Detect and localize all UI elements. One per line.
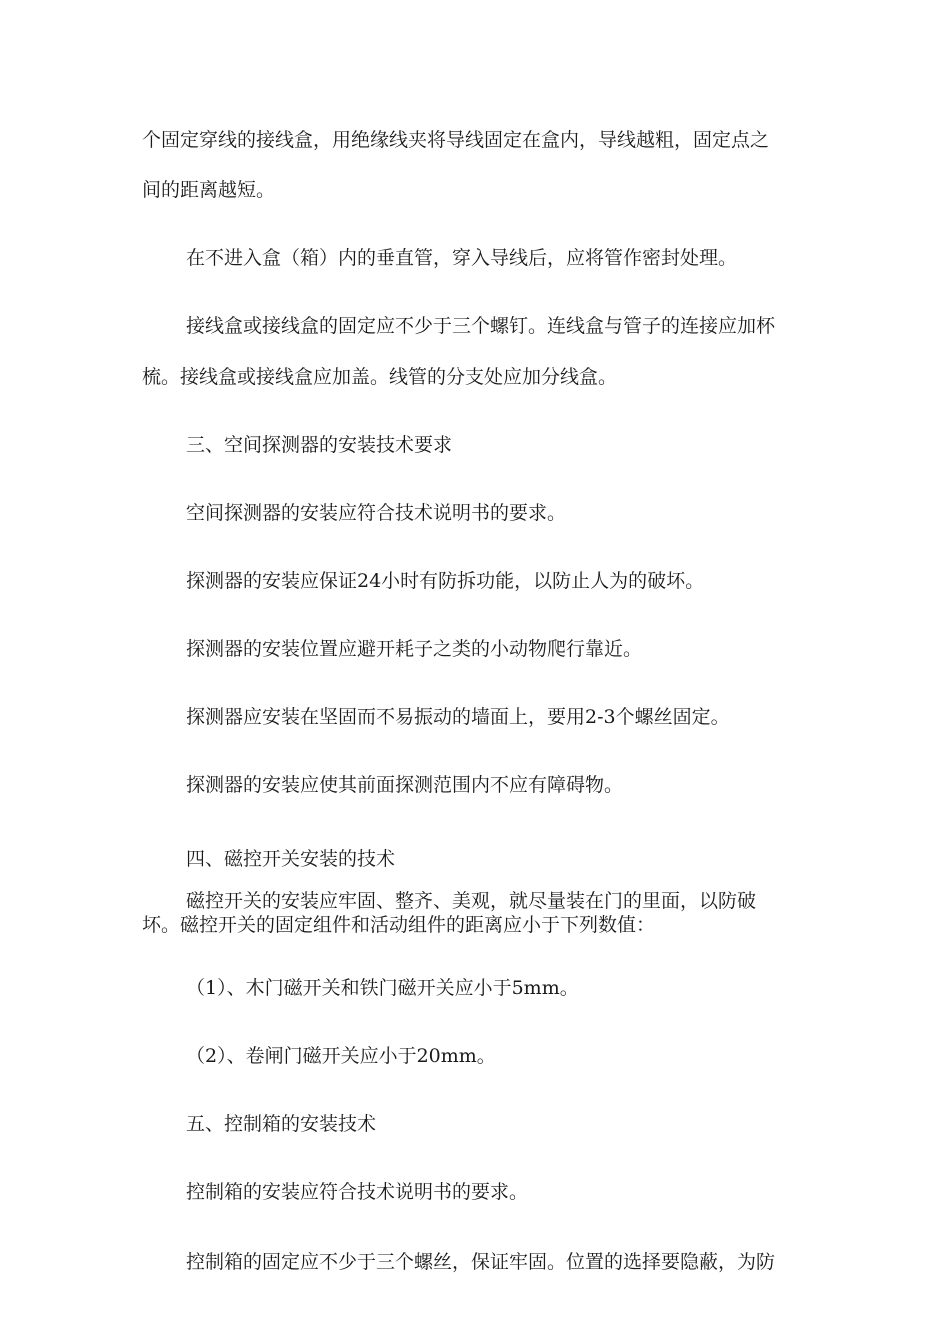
paragraph-line: 梳。接线盒或接线盒应加盖。线管的分支处应加分线盒。 <box>142 366 618 388</box>
paragraph-line: 探测器应安装在坚固而不易振动的墙面上，要用2-3个螺丝固定。 <box>186 706 730 728</box>
section-heading: 三、空间探测器的安装技术要求 <box>186 434 453 456</box>
paragraph-line: 磁控开关的安装应牢固、整齐、美观，就尽量装在门的里面，以防破 <box>186 890 757 912</box>
paragraph-line: 控制箱的固定应不少于三个螺丝，保证牢固。位置的选择要隐蔽，为防 <box>186 1251 776 1273</box>
paragraph-line: 间的距离越短。 <box>142 179 276 201</box>
paragraph-line: 控制箱的安装应符合技术说明书的要求。 <box>186 1181 529 1203</box>
paragraph-line: 探测器的安装位置应避开耗子之类的小动物爬行靠近。 <box>186 638 643 660</box>
paragraph-line: 个固定穿线的接线盒，用绝缘线夹将导线固定在盒内，导线越粗，固定点之 <box>142 129 770 151</box>
paragraph-line: 探测器的安装应使其前面探测范围内不应有障碍物。 <box>186 774 624 796</box>
list-item: （1）、木门磁开关和铁门磁开关应小于5mm。 <box>186 977 579 999</box>
paragraph-line: 接线盒或接线盒的固定应不少于三个螺钉。连线盒与管子的连接应加杯 <box>186 315 776 337</box>
paragraph-line: 空间探测器的安装应符合技术说明书的要求。 <box>186 502 567 524</box>
section-heading: 四、磁控开关安装的技术 <box>186 848 396 870</box>
paragraph-line: 坏。磁控开关的固定组件和活动组件的距离应小于下列数值： <box>142 914 656 936</box>
section-heading: 五、控制箱的安装技术 <box>186 1113 377 1135</box>
paragraph-line: 探测器的安装应保证24小时有防拆功能，以防止人为的破坏。 <box>186 570 705 592</box>
paragraph-line: 在不进入盒（箱）内的垂直管，穿入导线后，应将管作密封处理。 <box>186 247 738 269</box>
list-item: （2）、卷闸门磁开关应小于20mm。 <box>186 1045 496 1067</box>
